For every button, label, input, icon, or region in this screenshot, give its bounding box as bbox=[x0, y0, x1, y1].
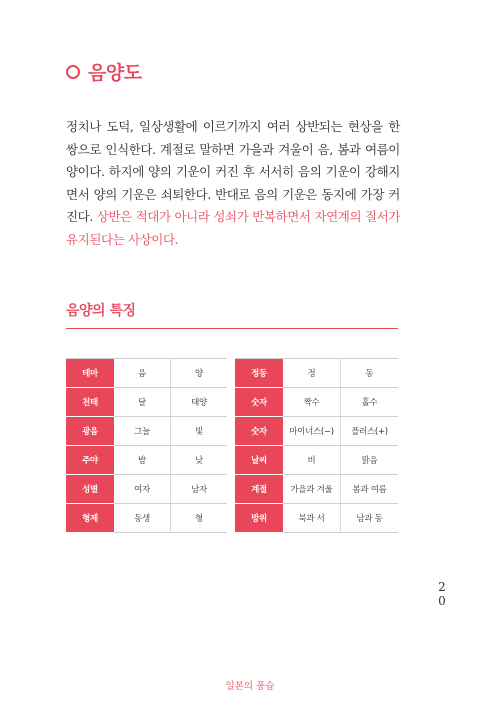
row-key-cell: 숫자 bbox=[235, 417, 283, 446]
row-key-cell: 정동 bbox=[235, 359, 283, 388]
table-row bbox=[66, 417, 227, 446]
table-row bbox=[66, 446, 227, 475]
yin-value-cell: 여자 bbox=[114, 475, 171, 504]
yang-value-cell: 양 bbox=[171, 359, 228, 388]
yin-value-cell: 그늘 bbox=[114, 417, 171, 446]
row-key-cell: 성별 bbox=[66, 475, 114, 504]
table-row bbox=[235, 475, 398, 504]
circle-icon bbox=[66, 65, 80, 79]
yin-value-cell: 마이너스(−) bbox=[283, 417, 341, 446]
yang-value-cell: 낮 bbox=[171, 446, 228, 475]
yang-value-cell: 봄과 여름 bbox=[341, 475, 399, 504]
row-key-cell: 광음 bbox=[66, 417, 114, 446]
yang-value-cell: 동 bbox=[341, 359, 399, 388]
table-row bbox=[66, 504, 227, 533]
heading-title: 음양도 bbox=[88, 62, 142, 84]
yin-value-cell: 짝수 bbox=[283, 388, 341, 417]
row-key-cell: 천태 bbox=[66, 388, 114, 417]
right-feature-table bbox=[235, 358, 398, 533]
table-row bbox=[235, 359, 398, 388]
footer-title: 일본의 풍습 bbox=[225, 681, 275, 692]
table-row bbox=[235, 417, 398, 446]
yang-value-cell: 남과 동 bbox=[341, 504, 399, 533]
row-key-cell: 계절 bbox=[235, 475, 283, 504]
table-row bbox=[66, 475, 227, 504]
yin-value-cell: 북과 서 bbox=[283, 504, 341, 533]
table-row bbox=[235, 504, 398, 533]
table-row bbox=[66, 359, 227, 388]
yang-value-cell: 빛 bbox=[171, 417, 228, 446]
body-text-highlight: 상반은 적대가 아니라 성쇠가 반복하면서 자연계의 질서가 유지된다는 사상이다. bbox=[66, 209, 400, 247]
body-paragraph bbox=[66, 116, 400, 251]
yin-value-cell: 달 bbox=[114, 388, 171, 417]
yin-value-cell: 가을과 겨울 bbox=[283, 475, 341, 504]
table-row bbox=[235, 446, 398, 475]
yin-value-cell: 동생 bbox=[114, 504, 171, 533]
yang-value-cell: 홀수 bbox=[341, 388, 399, 417]
yang-value-cell: 플러스(+) bbox=[341, 417, 399, 446]
table-row bbox=[66, 388, 227, 417]
row-key-cell: 형제 bbox=[66, 504, 114, 533]
yang-value-cell: 맑음 bbox=[341, 446, 399, 475]
row-key-cell: 방위 bbox=[235, 504, 283, 533]
section-title: 음양의 특징 bbox=[66, 300, 398, 329]
section-heading bbox=[66, 58, 142, 85]
yin-value-cell: 음 bbox=[114, 359, 171, 388]
row-key-cell: 주야 bbox=[66, 446, 114, 475]
page-number: 20 bbox=[438, 580, 446, 608]
left-feature-table bbox=[66, 358, 227, 533]
row-key-cell: 숫자 bbox=[235, 388, 283, 417]
yang-value-cell: 태양 bbox=[171, 388, 228, 417]
row-key-cell: 테마 bbox=[66, 359, 114, 388]
yin-value-cell: 정 bbox=[283, 359, 341, 388]
table-row bbox=[235, 388, 398, 417]
yang-value-cell: 형 bbox=[171, 504, 228, 533]
yin-value-cell: 밤 bbox=[114, 446, 171, 475]
body-text-normal: 정치나 도덕, 일상생활에 이르기까지 여러 상반되는 현상을 한 쌍으로 인식한다. 계절로 말하면 가을과 겨울이 음, 봄과 여름이 양이다. 하지에 양의 기운이 커진 후 서서히 음의 기운이 강해지면서 양의 기운은 쇠퇴한다. 반대로 음의 기운은 동지에 가장 커진다. bbox=[66, 119, 400, 224]
yang-value-cell: 남자 bbox=[171, 475, 228, 504]
yin-value-cell: 비 bbox=[283, 446, 341, 475]
row-key-cell: 날씨 bbox=[235, 446, 283, 475]
